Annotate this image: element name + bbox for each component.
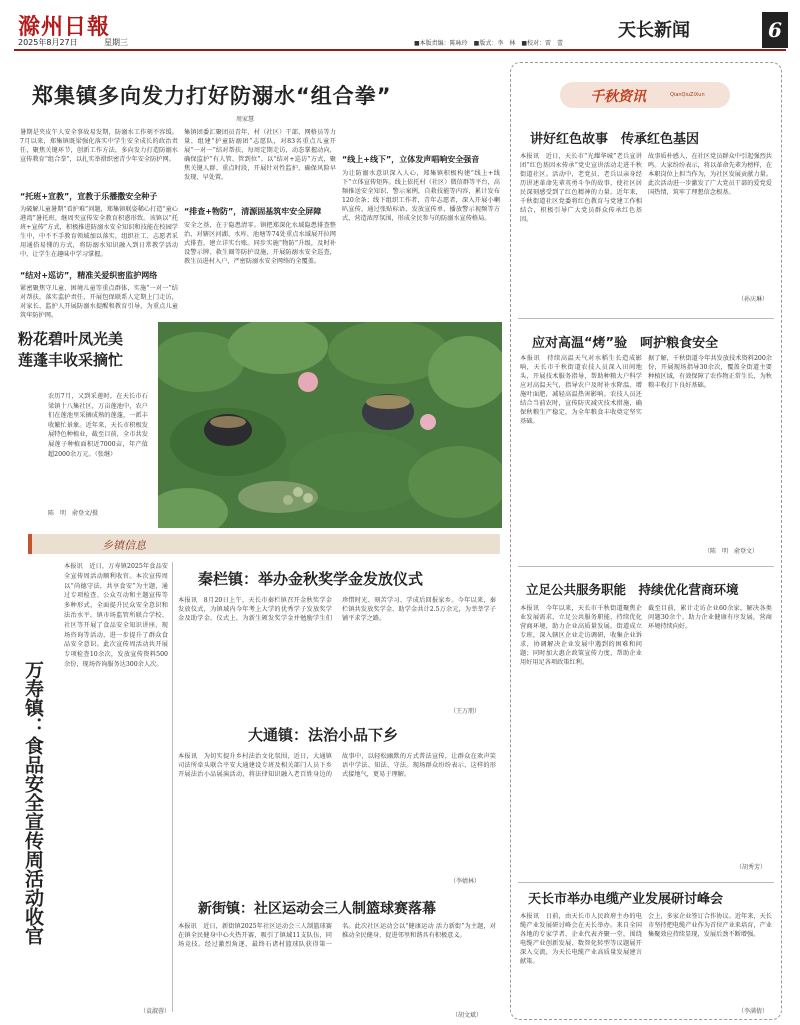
qq-a1-col2: 故事质朴感人，在社区党员群众中引起强烈共鸣。大家纷纷表示，将以革命先辈为榜样，在本职岗位上担当作为，为社区发展贡献力量。此次活动进一步激发了广大党员干部的爱党爱国热情，筑牢了理想信念根基。 (648, 153, 772, 196)
lead-byline: 周家慧 (236, 116, 255, 123)
lead-para-2b: 安全之基，在于隐患清零。镇把郑深化水域隐患排查整治，对辖区河湖、水库、池塘等74处重点水域展开拉网式排查，建立详实台账。同步实施“物防”升级，及时补设警示牌、救生圈等防护设施，开展防溺水安全巡查，教生员进村入户，严密防溺水安全网络的全覆盖。 (184, 222, 336, 265)
qq-a4-headline: 天长市举办电缆产业发展研讨峰会 (528, 892, 724, 907)
lead-intro: 暑期是夹皮午人安全事故易发期，防溺水工作刻不容缓。7月以来，郑集镇既梁强化落实中学生安全成长的政治责任，聚焦关键环节，创新工作方法，多向发力打造防溺水宣传教育“组合拳”，以扎实举措织密青少年安全防护网。 (20, 129, 178, 163)
lead-col-3 (342, 128, 500, 324)
qianqiu-banner-pinyin: QianQiuZiXun (670, 92, 705, 98)
qianqiu-banner (560, 82, 730, 108)
xiangzhen-divider (172, 562, 173, 1012)
page-number-box (762, 12, 788, 48)
masthead-rule (14, 49, 786, 51)
qq-a2-byline: （陈 明 俞登文） (704, 548, 759, 555)
qq-a4-col1: 本报讯 日前，由天长市人民政府主办的电缆产业发展研讨峰会在天长举办。来自全国各地的专家学者、企业代表齐聚一堂，围绕电缆产业创新发展、数智化转型等议题展开深入交流，为天长电缆产业高质量发展建言献策。 (520, 913, 642, 965)
qq-divider-1 (518, 318, 774, 319)
issue-date: 2025年8月27日 (18, 38, 78, 47)
photo-title-line-1: 粉花碧叶凤光美 (18, 330, 124, 348)
qq-a2-col1: 本报讯 持续高温天气对水稻生长造成影响，天长市千秋街道农技人员深入田间地头，开展技术服务指导，帮助种粮大户科学应对高温天气，指导农户及时补水降温、增施叶面肥，减轻高温热害影响。农技人员还结合当前农时，宣传防灾减灾技术措施，确保秋粮生产稳定，为全年粮食丰收奠定坚实基础。 (520, 355, 642, 425)
lead-para-1: 为破解儿童暑期“看护难”问题，郑集镇联姿稀心打造“童心港湾”暑托班，继周夹宣传安全教育积惑形致。该镇以“托班+宣传”方式，积极推进防溺水安全知识和技能在校园学生中，中不不手教育领域加以落实，组织社工、志愿者采用通俗易懂的方式，将防溺水知识融入到日常教学活动中，让学生在趣味中学习掌握。 (20, 206, 178, 258)
section-title: 天长新闻 (618, 20, 690, 41)
editor-credits: ■本版责编：陈咏玲 ■版式：李 林 ■校对：雷 蕾 (414, 40, 564, 47)
xinjie-headline: 新街镇：社区运动会三人制篮球赛落幕 (198, 901, 436, 917)
wanshou-vertical-title: 万寿镇：食品安全宣传周活动收官 (22, 660, 44, 945)
xiangzhen-banner-label: 乡镇信息 (102, 539, 146, 552)
xinjie-body: 本报讯 近日，新街镇2025年社区运动会三人制篮球赛在镇全民健身中心火热开赛，吸引了镇域11支队伍，同场竞技。经过激烈角逐，最终石诸村篮球队获得第一名。此次社区运动会以“健康运动 活力新街”为主题，对推动全民健身，促进邻里和谐具有积极意义。 (178, 923, 496, 948)
xinjie-byline: （胡文斌） (452, 1012, 483, 1019)
lead-subhead-3: “线上+线下”，立体发声唱响安全强音 (342, 155, 480, 164)
lotus-photo-illustration (158, 322, 502, 528)
qinlan-byline: （王万朋） (450, 708, 481, 715)
datong-headline: 大通镇：法治小品下乡 (248, 726, 399, 744)
datong-byline: （李婧林） (450, 878, 481, 885)
qq-a2-headline: 应对高温“烤”验 呵护粮食安全 (532, 336, 719, 351)
wanshou-byline: （袁淑蓉） (140, 1008, 171, 1015)
lead-col3-pad (342, 128, 500, 152)
lotus-harvest-photo (158, 322, 502, 528)
photo-title (18, 328, 178, 370)
lead-headline: 郑集镇多向发力打好防溺水“组合拳” (32, 84, 392, 108)
lead-para-1c: 紧密聚焦守儿童、困境儿童等重点群体，实施“一对一”结对帮扶，落实监护责任，开展包保联系人定期上门走访，对家长、监护人开展防溺水提醒和教育引导，为重点儿童筑牢防护网。 (20, 285, 178, 319)
photo-title-line-2: 莲蓬丰收采摘忙 (18, 351, 124, 369)
lead-col-2 (184, 128, 336, 324)
xiangzhen-banner (28, 534, 500, 554)
photo-caption: 农历7月，又到采莲时。在天长市石梁镇十八集社区，万亩莲池中，农户们在莲池里采摘成熟的莲蓬，一派丰收繁忙景象。近年来，天长市积极发展特色种植业，截至目前，全市共发展莲子种植面积近7000亩，年产值超2000余万元。（张继） (48, 393, 148, 458)
qianqiu-banner-label: 千秋资讯 (590, 89, 646, 105)
qq-divider-3 (518, 882, 774, 883)
lead-col-1 (20, 128, 178, 324)
qq-a3-col2: 截至目前，累计走访企业60余家，解决各类问题30余个，助力企业健康有序发展，营商环境持续向好。 (648, 605, 772, 630)
qinlan-headline: 秦栏镇：举办金秋奖学金发放仪式 (198, 570, 424, 588)
wanshou-body: 本报讯 近日，万寿镇2025年食品安全宣传周活动顺利收官。本次宣传周以“尚德守法，共享食安”为主题，通过专项检查、公众互动和主题宣传等多种形式，全面提升民众安全意识和法治水平。镇市场监管所联合学校、社区等开展了食品安全知识讲座、现场咨询等活动，进一步提升了群众食品安全意识。此次宣传周活动共开展专项检查10余次，发放宣传资料500余份，现场咨询服务达300余人次。 (64, 563, 168, 668)
qq-a3-col1: 本报讯 今年以来，天长市千秋街道聚焦企业发展需求，立足公共服务职能，持续优化营商环境，助力企业高质量发展。街道成立专班，深入辖区企业走访调研，收集企业诉求，协调解决企业发展中遇到的困难和问题；同时加大惠企政策宣传力度，帮助企业用好用足各项政策红利。 (520, 605, 642, 666)
qq-a1-byline: （孙庆琳） (738, 296, 769, 303)
issue-weekday: 星期三 (104, 38, 128, 47)
newspaper-logo: 滁州日報 (18, 14, 111, 40)
photo-credit: 陈 明 俞登文/摄 (48, 510, 99, 517)
datong-body: 本报讯 为切实提升乡村法治文化氛围，近日，大通镇司法所牵头联合平安大通建设专班及相关部门人员下乡开展法治小品展演活动，将法律知识融入老百姓身边的故事中，以轻松幽默的方式普法宣传，让群众在欢声笑语中学法、知法、守法。现场群众纷纷表示，这样的形式接地气，更易于理解。 (178, 753, 496, 778)
lead-subhead-1b: “结对+巡访”，精准关爱织密监护网络 (20, 271, 158, 280)
lead-subhead-2: “排查+物防”，清源固基筑牢安全屏障 (184, 207, 322, 216)
lead-para-2: 集镇团委汇聚团员青年、村（社区）干部、网格员等力量，组建“护童防溺团”志愿队，对83名重点儿童开展“一对一”结对帮扶，每周定期走访，动态掌握动向，确保监护“有人管、管到位”。以“结对+巡访”方式，聚焦关键人群、重点时段，开展针对性监护，确保风险早发现、早处置。 (184, 129, 336, 181)
qinlan-body: 本报讯 8月20日上午，天长市秦栏镇召开金秋奖学金发放仪式，为镇域内今年考上大学的优秀学子发放奖学金及助学金。仪式上，为新生颁发奖学金并勉励学生们珍惜时光、刻苦学习、学成后回报家乡。今年以来，秦栏镇共发放奖学金、助学金共计2.5万余元，为莘莘学子铺平求学之路。 (178, 597, 496, 622)
qq-a2-col2: 据了解，千秋街道今年共发放技术资料200余份，开展现场指导30余次，覆盖全街道主要种植区域，有效保障了农作物正常生长，为秋粮丰收打下良好基础。 (648, 355, 772, 389)
qq-a1-headline: 讲好红色故事 传承红色基因 (530, 132, 700, 147)
qq-divider-2 (518, 566, 774, 567)
qq-a4-col2: 会上，多家企业签订合作协议。近年来，天长市坚持把电缆产业作为首位产业来培育，产业集聚效应持续显现，发展后劲不断增强。 (648, 913, 772, 938)
qq-a3-headline: 立足公共服务职能 持续优化营商环境 (526, 582, 739, 597)
page-number: 6 (768, 18, 782, 42)
qq-a3-byline: （胡秀芳） (736, 864, 767, 871)
qq-a4-byline: （李满倩） (738, 1008, 769, 1015)
lead-subhead-1: “托班+宣教”，宣教于乐播撒安全种子 (20, 192, 158, 201)
qq-a1-col1: 本报讯 近日，天长市“光耀华城”老兵宣讲团“红色基因永传承”党史宣讲活动走进千秋街道社区。活动中，老党员、老兵以亲身经历讲述革命先辈英勇斗争的故事，使社区居民深刻感受到了红色精神的力量。近年来，千秋街道社区党委将红色教育与党建工作相结合，积极引导广大党员群众传承红色基因。 (520, 153, 642, 223)
lead-para-3: 为让防溺水意识深入人心，郑集镇积极构建“线上+线下”立体宣传矩阵。线上依托村（社区）微信群等平台，高频推送安全知识、警示案例，自救技能等内容，累计发布120余条；线下组织工作者，青年志愿者，深入开展小喇叭宣传，通过张贴标语、发放宣传单、播放警示视频等方式，营造浓厚氛围，形成全民参与的防溺水宣传格局。 (342, 170, 500, 222)
